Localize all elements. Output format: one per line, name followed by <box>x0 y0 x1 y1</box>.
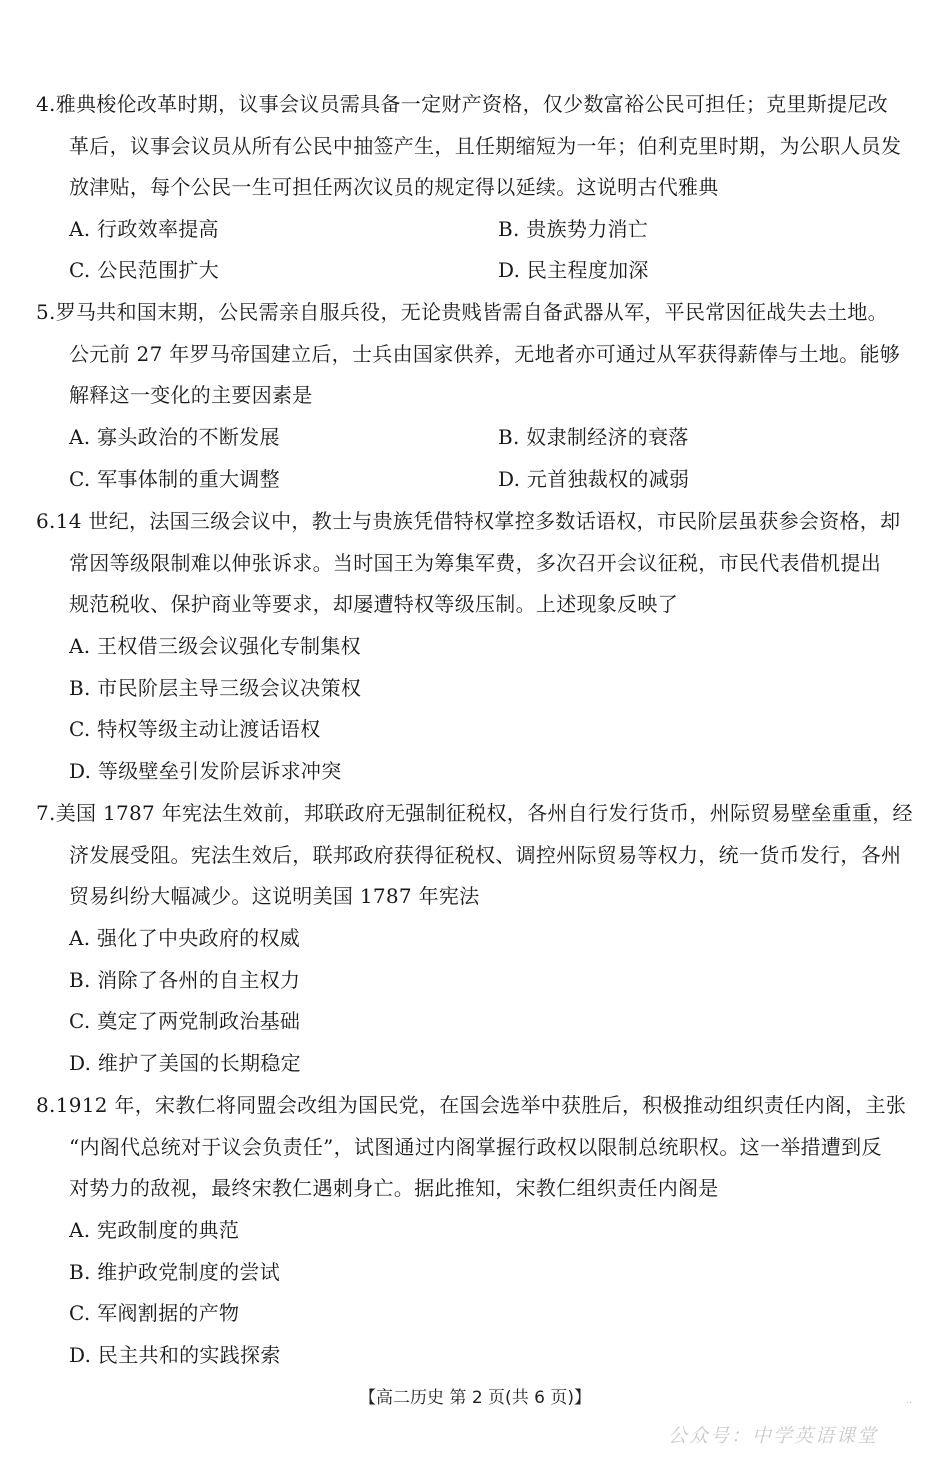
q7-option-d: D. 维护了美国的长期稳定 <box>69 1051 301 1075</box>
q6-stem-line-3: 规范税收、保护商业等要求，却屡遭特权等级压制。上述现象反映了 <box>69 592 678 616</box>
q8-stem-line-3: 对势力的敌视，最终宋教仁遇刺身亡。据此推知，宋教仁组织责任内阁是 <box>69 1176 719 1200</box>
q4-option-c: C. 公民范围扩大 <box>69 258 220 282</box>
q5-option-c: C. 军事体制的重大调整 <box>69 467 280 491</box>
q5-option-b: B. 奴隶制经济的衰落 <box>498 425 689 449</box>
q6-stem-line-1 <box>36 508 900 534</box>
q6-option-b: B. 市民阶层主导三级会议决策权 <box>69 676 362 700</box>
q7-stem-line-3: 贸易纠纷大幅减少。这说明美国 1787 年宪法 <box>69 884 480 908</box>
q4-option-a: A. 行政效率提高 <box>69 217 219 241</box>
q7-stem-line-1 <box>36 800 913 826</box>
q6-option-d: D. 等级壁垒引发阶层诉求冲突 <box>69 759 342 783</box>
q5-stem-line-1 <box>36 299 888 325</box>
page-footer: 【高二历史 第 2 页(共 6 页)】 <box>359 1388 591 1408</box>
q6-option-a: A. 王权借三级会议强化专制集权 <box>69 634 361 658</box>
q7-option-b: B. 消除了各州的自主权力 <box>69 968 301 992</box>
corner-mark: ·· <box>906 1398 913 1409</box>
q5-number: 5. <box>36 300 56 324</box>
q4-stem-text-1: 雅典梭伦改革时期，议事会议员需具备一定财产资格，仅少数富裕公民可担任；克里斯提尼改 <box>55 92 888 116</box>
q5-stem-text-1: 罗马共和国末期，公民需亲自服兵役，无论贵贱皆需自备武器从军，平民常因征战失去土地。 <box>55 300 888 324</box>
q5-stem-line-3: 解释这一变化的主要因素是 <box>69 383 313 407</box>
q8-option-b: B. 维护政党制度的尝试 <box>69 1260 281 1284</box>
q6-stem-text-1: 14 世纪，法国三级会议中，教士与贵族凭借特权掌控多数话语权，市民阶层虽获参会资格，却 <box>55 509 901 533</box>
q6-number: 6. <box>36 509 56 533</box>
q7-option-c: C. 奠定了两党制政治基础 <box>69 1009 301 1033</box>
q6-option-c: C. 特权等级主动让渡话语权 <box>69 717 321 741</box>
q8-stem-line-1 <box>36 1092 906 1118</box>
q4-stem-line-3: 放津贴，每个公民一生可担任两次议员的规定得以延续。这说明古代雅典 <box>69 175 719 199</box>
q4-stem-line-2: 革后，议事会议员从所有公民中抽签产生，且任期缩短为一年；伯利克里时期，为公职人员发 <box>69 134 902 158</box>
q7-number: 7. <box>36 801 56 825</box>
q4-option-b: B. 贵族势力消亡 <box>498 217 649 241</box>
q4-option-d: D. 民主程度加深 <box>498 258 649 282</box>
q5-stem-line-2: 公元前 27 年罗马帝国建立后，士兵由国家供养，无地者亦可通过从军获得薪俸与土地。能够 <box>69 342 901 366</box>
q7-option-a: A. 强化了中央政府的权威 <box>69 926 301 950</box>
q8-option-a: A. 宪政制度的典范 <box>69 1218 240 1242</box>
q8-stem-text-1: 1912 年，宋教仁将同盟会改组为国民党，在国会选举中获胜后，积极推动组织责任内阁，主张 <box>55 1093 907 1117</box>
q4-number: 4. <box>36 92 56 116</box>
q7-stem-line-2: 济发展受阻。宪法生效后，联邦政府获得征税权、调控州际贸易等权力，统一货币发行，各州 <box>69 843 902 867</box>
q4-stem-line-1 <box>36 91 888 117</box>
q8-option-d: D. 民主共和的实践探索 <box>69 1343 281 1367</box>
watermark: 公众号：中学英语课堂 <box>668 1425 879 1447</box>
q5-option-a: A. 寡头政治的不断发展 <box>69 425 280 449</box>
q8-stem-line-2: “内阁代总统对于议会负责任”，试图通过内阁掌握行政权以限制总统职权。这一举措遭到反 <box>69 1135 882 1159</box>
q7-stem-text-1: 美国 1787 年宪法生效前，邦联政府无强制征税权，各州自行发行货币，州际贸易壁垒重重，经 <box>55 801 913 825</box>
q8-number: 8. <box>36 1093 56 1117</box>
q6-stem-line-2: 常因等级限制难以伸张诉求。当时国王为筹集军费，多次召开会议征税，市民代表借机提出 <box>69 551 881 575</box>
q5-option-d: D. 元首独裁权的减弱 <box>498 467 690 491</box>
q8-option-c: C. 军阀割据的产物 <box>69 1301 240 1325</box>
